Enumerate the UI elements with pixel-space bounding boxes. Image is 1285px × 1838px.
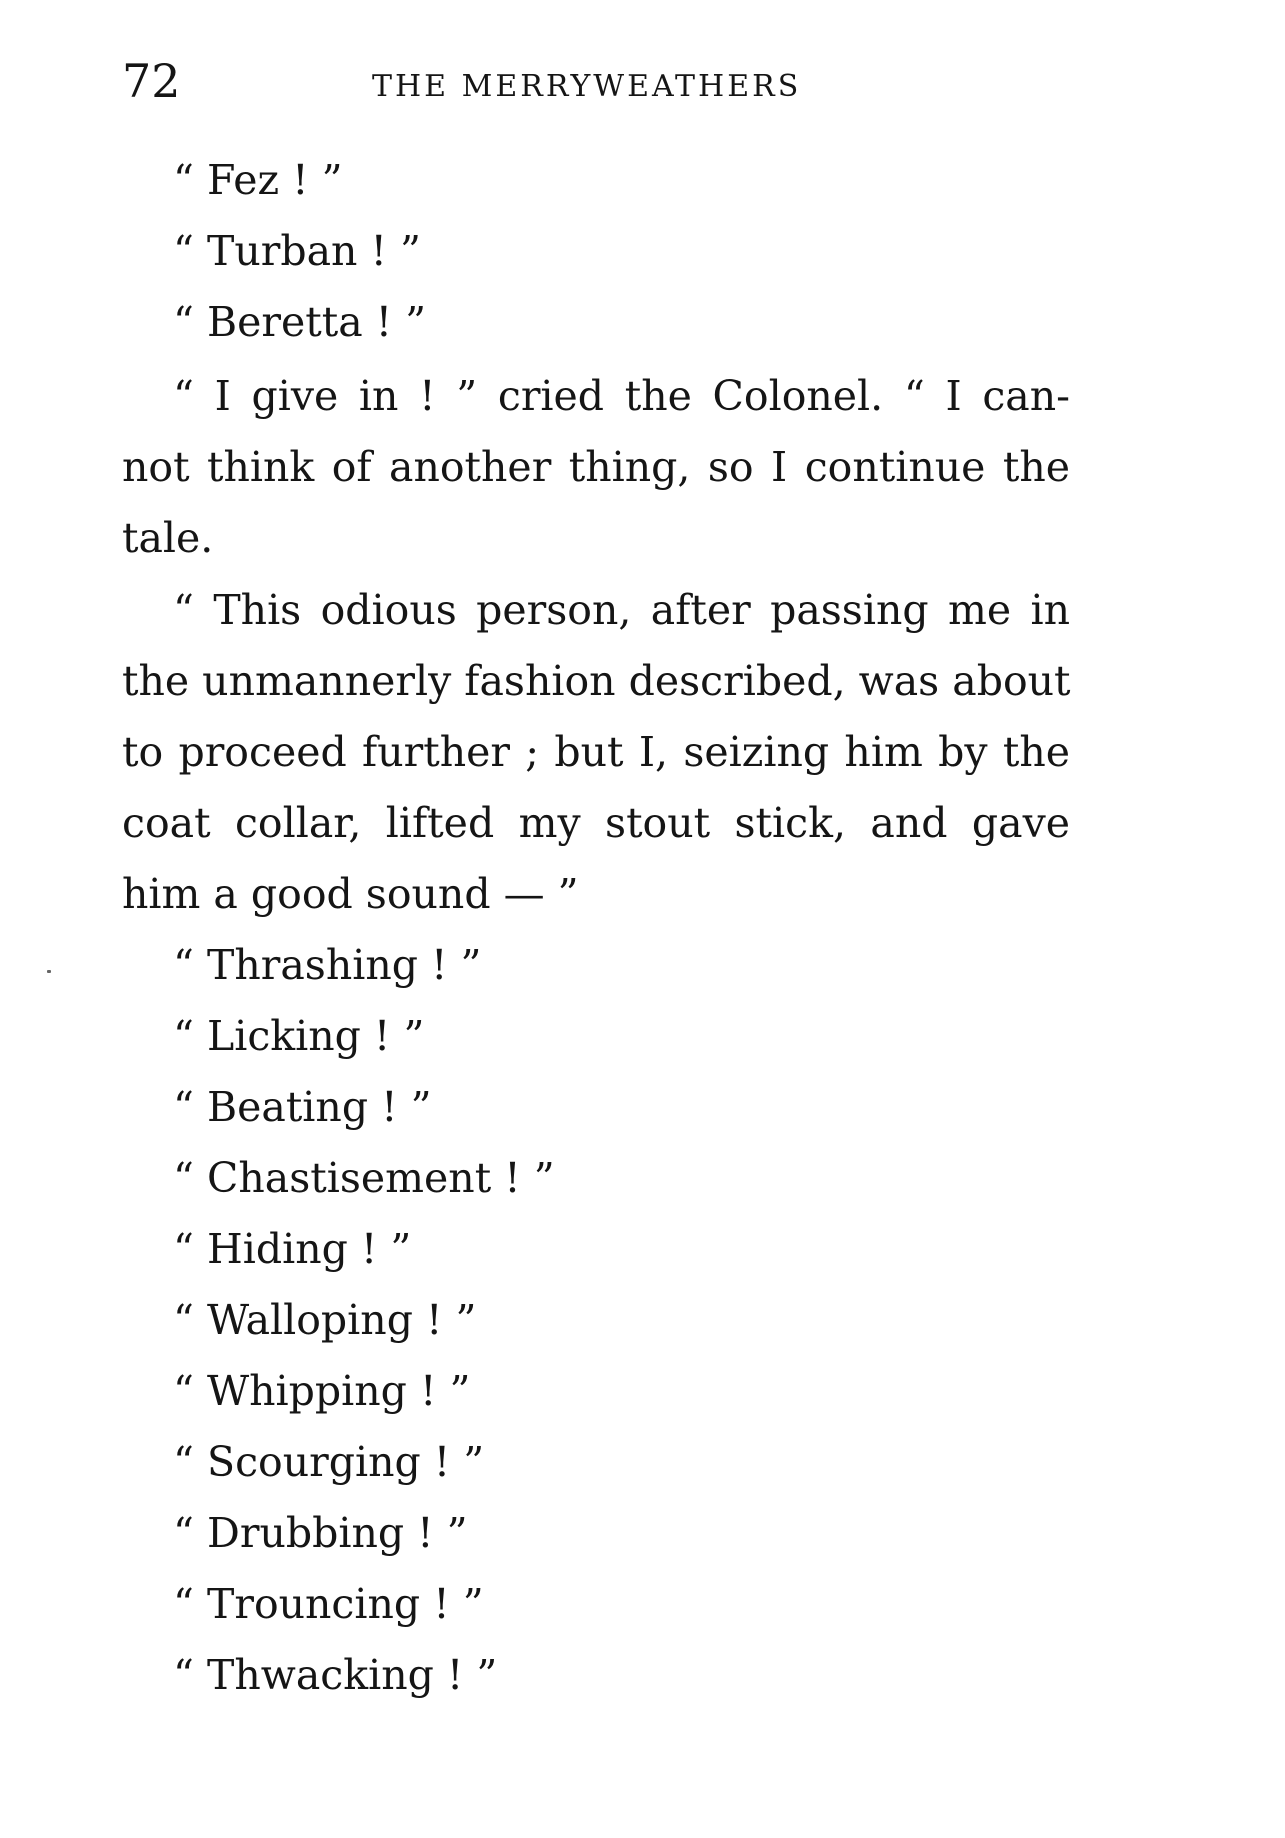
dialogue-line-scourging: “ Scourging ! ” xyxy=(173,1438,485,1486)
dialogue-line-hiding: “ Hiding ! ” xyxy=(173,1225,412,1273)
dialogue-line-thwacking: “ Thwacking ! ” xyxy=(173,1651,498,1699)
dialogue-line-beretta: “ Beretta ! ” xyxy=(173,298,427,346)
paragraph-colonel-line-3: tale. xyxy=(122,514,214,562)
paragraph-story-line-4: coat collar, lifted my stout stick, and gave xyxy=(122,799,1070,847)
dialogue-line-drubbing: “ Drubbing ! ” xyxy=(173,1509,468,1557)
dialogue-line-fez: “ Fez ! ” xyxy=(173,156,343,204)
running-head: THE MERRYWEATHERS xyxy=(372,69,802,104)
dialogue-line-trouncing: “ Trouncing ! ” xyxy=(173,1580,484,1628)
dialogue-line-whipping: “ Whipping ! ” xyxy=(173,1367,471,1415)
dialogue-line-beating: “ Beating ! ” xyxy=(173,1083,432,1131)
paragraph-colonel-line-2: not think of another thing, so I continue the xyxy=(122,443,1070,491)
paragraph-colonel-line-1: “ I give in ! ” cried the Colonel. “ I can- xyxy=(173,372,1070,420)
scan-speck xyxy=(47,970,51,973)
paragraph-story-line-1: “ This odious person, after passing me in xyxy=(173,586,1070,634)
dialogue-line-walloping: “ Walloping ! ” xyxy=(173,1296,477,1344)
paragraph-story-line-5: him a good sound — ” xyxy=(122,870,579,918)
paragraph-story-line-3: to proceed further ; but I, seizing him by the xyxy=(122,728,1070,776)
paragraph-story-line-2: the unmannerly fashion described, was about xyxy=(122,657,1071,705)
page-number: 72 xyxy=(122,54,181,108)
dialogue-line-licking: “ Licking ! ” xyxy=(173,1012,425,1060)
dialogue-line-thrashing: “ Thrashing ! ” xyxy=(173,941,482,989)
dialogue-line-chastisement: “ Chastisement ! ” xyxy=(173,1154,555,1202)
dialogue-line-turban: “ Turban ! ” xyxy=(173,227,421,275)
